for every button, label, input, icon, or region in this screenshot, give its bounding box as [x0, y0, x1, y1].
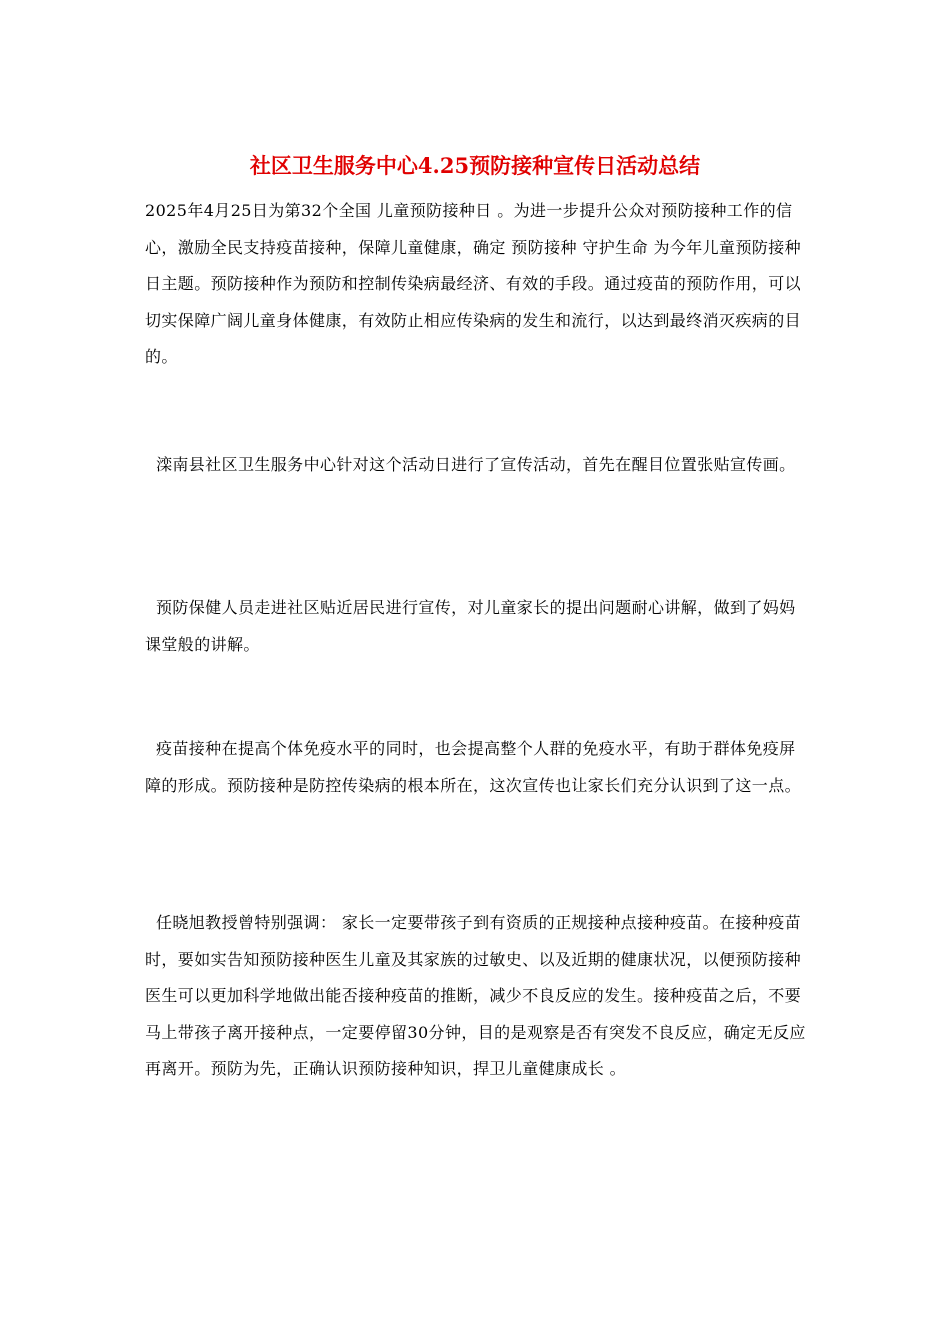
document-title: 社区卫生服务中心4.25预防接种宣传日活动总结	[249, 153, 701, 178]
paragraph-expert-advice: 任晓旭教授曾特别强调： 家长一定要带孩子到有资质的正规接种点接种疫苗。在接种疫苗时，要如实告知预防接种医生儿童及其家族的过敏史、以及近期的健康状况，以便预防接种医生可以更加科学地做出能否接种疫苗的推断，减少不良反应的发生。接种疫苗之后，不要马上带孩子离开接种点，一定要停留30分钟，目的是观察是否有突发不良反应，确定无反应再离开。预防为先，正确认识预防接种知识，捍卫儿童健康成长 。	[145, 913, 806, 1078]
paragraph-intro: 2025年4月25日为第32个全国 儿童预防接种日 。为进一步提升公众对预防接种工作的信心，激励全民支持疫苗接种，保障儿童健康，确定 预防接种 守护生命 为今年儿童预防接种日主题。预防接种作为预防和控制传染病最经济、有效的手段。通过疫苗的预防作用，可以切实保障广阔儿童身体健康，有效防止相应传染病的发生和流行，以达到最终消灭疾病的目的。	[145, 201, 802, 366]
paragraph-community-outreach: 预防保健人员走进社区贴近居民进行宣传，对儿童家长的提出问题耐心讲解，做到了妈妈课堂般的讲解。	[145, 598, 796, 654]
paragraph-herd-immunity: 疫苗接种在提高个体免疫水平的同时，也会提高整个人群的免疫水平，有助于群体免疫屏障的形成。预防接种是防控传染病的根本所在，这次宣传也让家长们充分认识到了这一点。	[145, 739, 802, 795]
paragraph-poster-activity: 滦南县社区卫生服务中心针对这个活动日进行了宣传活动，首先在醒目位置张贴宣传画。	[145, 455, 796, 474]
